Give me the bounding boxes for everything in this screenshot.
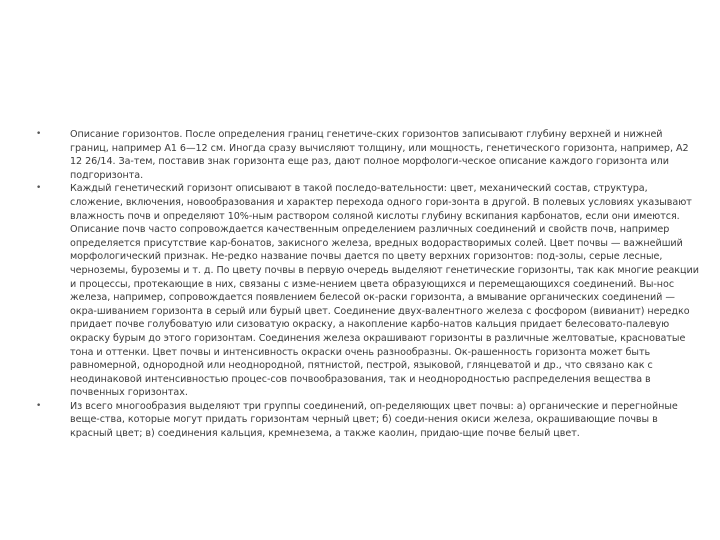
- list-item: [36, 128, 702, 182]
- bullet-icon: •: [36, 400, 42, 411]
- bullet-icon: •: [36, 129, 42, 139]
- bullet-icon: •: [36, 183, 42, 194]
- bullet-list: [36, 128, 702, 441]
- paragraph-description-order: Каждый генетический горизонт описывают в такой последо-вательности: цвет, механический состав, структура, сложение, включения, новообразования и характер перехода одного гори-зонта в другой. В полевых условиях указывают влажность почв и определяют 10%-ным раствором соляной кислоты глубину вскипания карбонатов, если они имеются. Описание почв часто сопровождается качественным определением различных соединений и свойств почв, например определяется присутствие кар-бонатов, закисного железа, вредных водорастворимых солей. Цвет почвы — важнейший морфологический признак. Не-редко название почвы дается по цвету верхних горизонтов: под-золы, серые лесные, черноземы, буроземы и т. д. По цвету почвы в первую очередь выделяют генетические горизонты, так как многие реакции и процессы, протекающие в них, связаны с изме-нением цвета образующихся и перемещающихся соединений. Вы-нос железа, например, сопровождается появлением белесой ок-раски горизонта, а вмывание органических соединений — окра-шиванием горизонта в серый или бурый цвет. Соединение двух-валентного железа с фосфором (вивианит) нередко придает почве голубоватую или сизоватую окраску, а накопление карбо-натов кальция придает белесовато-палевую окраску бурым до этого горизонтам. Соединения железа окрашивают горизонты в различные желтоватые, красноватые тона и оттенки. Цвет почвы и интенсивность окраски очень разнообразны. Ок-рашенность горизонта может быть равномерной, однородной или неоднородной, пятнистой, пестрой, языковой, глянцеватой и др., что связано как с неодинаковой интенсивностью процес-сов почвообразования, так и неоднородностью распределения вещества в почвенных горизонтах.: [70, 183, 699, 399]
- list-item: [36, 400, 702, 441]
- paragraph-horizon-description: Описание горизонтов. После определения границ генетиче-ских горизонтов записывают глубину верхней и нижней границ, например А1 6—12 см. Иногда сразу вычисляют толщину, или мощность, генетического горизонта, например, А2 12 26/14. За-тем, поставив знак горизонта еще раз, дают полное морфологи-ческое описание каждого горизонта или подгоризонта.: [70, 129, 689, 181]
- paragraph-color-groups: Из всего многообразия выделяют три группы соединений, оп-ределяющих цвет почвы: а) органические и перегнойные веще-ства, которые могут придать горизонтам черный цвет; б) соеди-нения окиси железа, окрашивающие почвы в красный цвет; в) соединения кальция, кремнезема, а также каолин, придаю-щие почве белый цвет.: [70, 400, 678, 440]
- list-item: [36, 182, 702, 400]
